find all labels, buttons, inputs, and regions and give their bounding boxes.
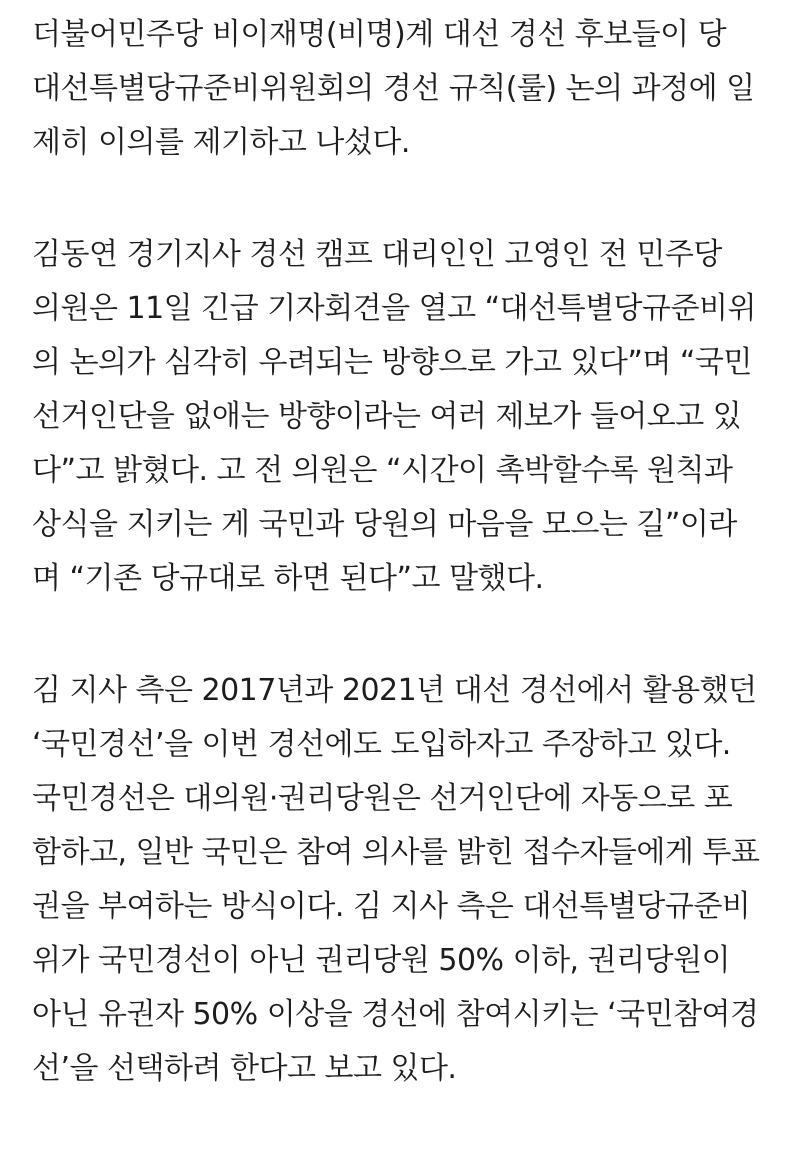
paragraph-1 [32, 8, 782, 170]
text-line: 권을 부여하는 방식이다. 김 지사 측은 대선특별당규준비 [32, 889, 751, 924]
text-line: 김 지사 측은 2017년과 2021년 대선 경선에서 활용했던 [32, 673, 757, 708]
text-line: 상식을 지키는 게 국민과 당원의 마음을 모으는 길”이라 [32, 507, 737, 542]
text-line: ‘국민경선’을 이번 경선에도 도입하자고 주장하고 있다. [32, 727, 731, 762]
paragraph-2 [32, 228, 782, 606]
text-line: 며 “기존 당규대로 하면 된다”고 말했다. [32, 561, 544, 596]
article-body [32, 8, 782, 1154]
text-line: 더불어민주당 비이재명(비명)계 대선 경선 후보들이 당 [32, 17, 727, 52]
text-line: 의원은 11일 긴급 기자회견을 열고 “대선특별당규준비위 [32, 291, 756, 326]
text-line: 다”고 밝혔다. 고 전 의원은 “시간이 촉박할수록 원칙과 [32, 453, 733, 488]
text-line: 의 논의가 심각히 우려되는 방향으로 가고 있다”며 “국민 [32, 345, 752, 380]
text-line: 함하고, 일반 국민은 참여 의사를 밝힌 접수자들에게 투표 [32, 835, 760, 870]
text-line: 아닌 유권자 50% 이상을 경선에 참여시키는 ‘국민참여경 [32, 997, 759, 1032]
text-line: 위가 국민경선이 아닌 권리당원 50% 이하, 권리당원이 [32, 943, 731, 978]
text-line: 국민경선은 대의원·권리당원은 선거인단에 자동으로 포 [32, 781, 733, 816]
text-line: 제히 이의를 제기하고 나섰다. [32, 125, 410, 160]
text-line: 선’을 선택하려 한다고 보고 있다. [32, 1051, 457, 1086]
text-line: 대선특별당규준비위원회의 경선 규칙(룰) 논의 과정에 일 [32, 71, 755, 106]
paragraph-3 [32, 664, 782, 1096]
text-line: 선거인단을 없애는 방향이라는 여러 제보가 들어오고 있 [32, 399, 742, 434]
text-line: 김동연 경기지사 경선 캠프 대리인인 고영인 전 민주당 [32, 237, 722, 272]
